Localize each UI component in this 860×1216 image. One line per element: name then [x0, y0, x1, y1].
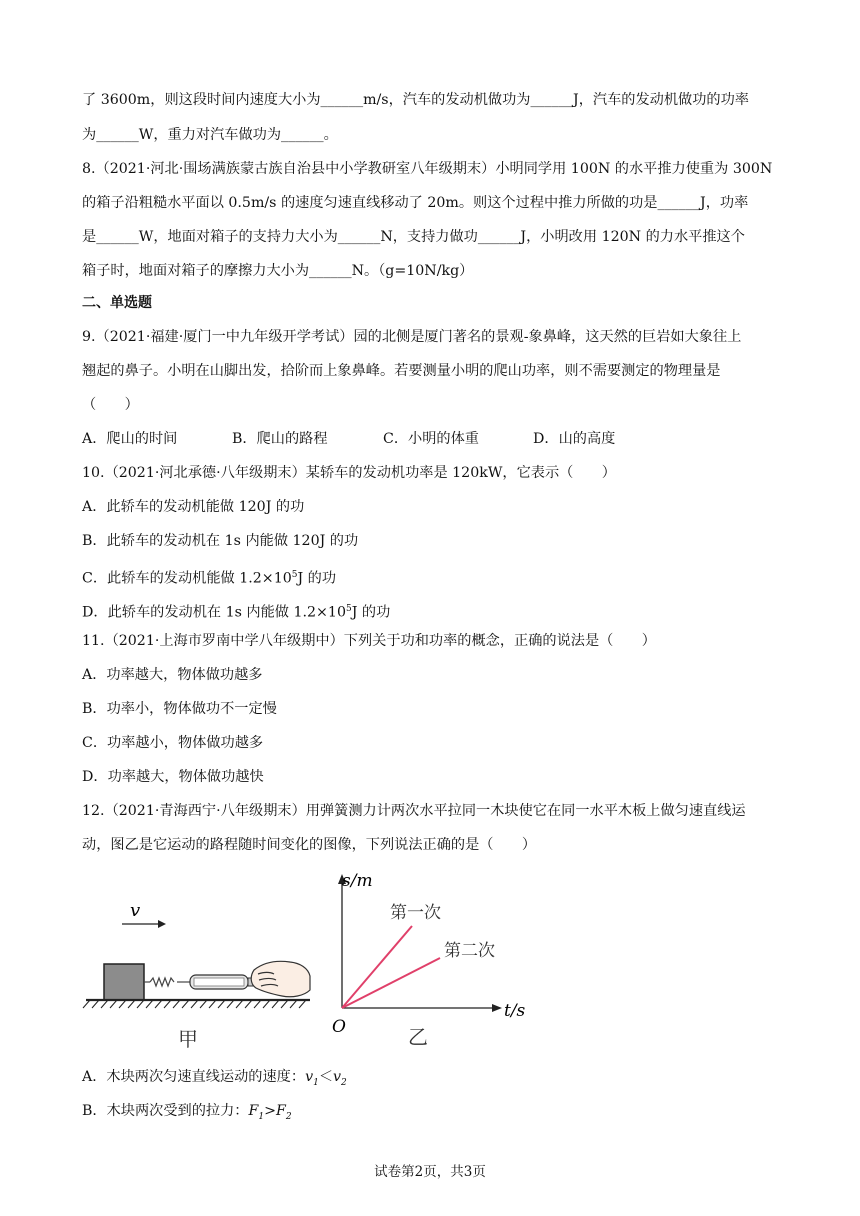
ground-hatch-mark: [218, 1000, 225, 1008]
ground-hatch-mark: [101, 1000, 108, 1008]
q10-option-c-exponent: 5: [291, 570, 298, 580]
ground-hatch-mark: [245, 1000, 252, 1008]
ground-hatch-mark: [137, 1000, 144, 1008]
q11-option-c: C．功率越小，物体做功越多: [82, 735, 264, 751]
y-axis-label: s/m: [342, 871, 373, 891]
ground-hatch-mark: [110, 1000, 117, 1008]
x-axis: [342, 1004, 502, 1012]
section-heading: 二、单选题: [82, 295, 152, 311]
q9-line-2: 翘起的鼻子。小明在山脚出发，拾阶而上象鼻峰。若要测量小明的爬山功率，则不需要测定的物理量是: [82, 363, 721, 379]
ground-hatch-mark: [164, 1000, 171, 1008]
ground-hatch-mark: [227, 1000, 234, 1008]
v2-symbol: v: [333, 1069, 342, 1085]
q9-option-d: D．山的高度: [533, 431, 616, 447]
q12-line-1: 12.（2021·青海西宁·八年级期末）用弹簧测力计两次水平拉同一木块使它在同一水平木板上做匀速直线运: [82, 803, 746, 819]
y-axis: [338, 874, 346, 1008]
q7-line-2: 为______W，重力对汽车做功为______。: [82, 127, 338, 143]
v1-subscript: 1: [313, 1077, 319, 1088]
q9-option-b: B．爬山的路程: [232, 431, 328, 447]
ground-hatch-mark: [254, 1000, 261, 1008]
ground-hatch-mark: [173, 1000, 180, 1008]
spring-scale: [190, 975, 256, 989]
q10-option-d-text: D．此轿车的发动机在 1s 内能做 1.2×10: [82, 604, 346, 621]
q7-line-1: 了 3600m，则这段时间内速度大小为______m/s，汽车的发动机做功为______J，汽车的发动机做功的功率: [82, 92, 749, 108]
ground-hatch-mark: [191, 1000, 198, 1008]
ground-hatch-mark: [281, 1000, 288, 1008]
line-second-label: 第二次: [444, 941, 495, 961]
f2-symbol: F: [275, 1103, 286, 1119]
caption-jia: 甲: [178, 1027, 198, 1051]
ground-hatch-mark: [83, 1000, 90, 1008]
q9-line-3: （ ）: [82, 397, 139, 413]
figure-yi: [332, 871, 526, 1049]
line-second: [342, 958, 440, 1008]
ground-hatch-mark: [236, 1000, 243, 1008]
ground-hatch-mark: [146, 1000, 153, 1008]
q10-option-d-exponent: 5: [345, 604, 352, 614]
q11-option-a: A．功率越大，物体做功越多: [82, 667, 263, 683]
q9-option-a: A．爬山的时间: [82, 431, 178, 447]
q11-option-b: B．功率小，物体做功不一定慢: [82, 701, 277, 717]
q10-option-c-unit: J 的功: [297, 570, 337, 587]
q12-option-b-relation: >: [264, 1103, 276, 1119]
ground-hatch-mark: [155, 1000, 162, 1008]
q12-figure: [78, 866, 538, 1056]
q12-option-a-text: A．木块两次匀速直线运动的速度：: [82, 1069, 306, 1085]
hand-icon: [251, 961, 310, 996]
wood-block: [104, 964, 144, 1000]
line-first: [342, 926, 412, 1008]
ground-hatch-mark: [290, 1000, 297, 1008]
f1-symbol: F: [248, 1103, 259, 1119]
ground-hatch-mark: [182, 1000, 189, 1008]
page-footer: 试卷第2页，共3页: [374, 1164, 486, 1180]
q10-stem: 10.（2021·河北承德·八年级期末）某轿车的发动机功率是 120kW，它表示（ ）: [82, 465, 616, 481]
q10-option-d: [82, 600, 390, 622]
line-first-label: 第一次: [390, 903, 441, 923]
q12-line-2: 动，图乙是它运动的路程随时间变化的图像，下列说法正确的是（ ）: [82, 837, 537, 853]
ground-hatch-mark: [92, 1000, 99, 1008]
q9-option-c: C．小明的体重: [383, 431, 479, 447]
x-axis-label: t/s: [504, 1001, 526, 1021]
velocity-label: v: [130, 900, 141, 921]
q12-option-a-relation: ＜: [318, 1069, 334, 1085]
q8-line-1: 8.（2021·河北·围场满族蒙古族自治县中小学教研室八年级期末）小明同学用 100N 的水平推力使重为 300N: [82, 161, 773, 177]
q10-option-c-text: C．此轿车的发动机能做 1.2×10: [82, 570, 292, 587]
f2-subscript: 2: [285, 1111, 292, 1122]
q10-option-c: [82, 566, 336, 588]
ground-hatch-mark: [200, 1000, 207, 1008]
ground-hatch-mark: [299, 1000, 306, 1008]
spring-hook: [144, 978, 190, 986]
q8-line-4: 箱子时，地面对箱子的摩擦力大小为______N。（g=10N/kg）: [82, 263, 474, 279]
v2-subscript: 2: [341, 1077, 347, 1088]
ground-hatch-mark: [272, 1000, 279, 1008]
ground-surface: [83, 1000, 310, 1008]
ground-hatch-mark: [119, 1000, 126, 1008]
q10-option-d-unit: J 的功: [351, 604, 391, 621]
f1-subscript: 1: [258, 1111, 265, 1122]
ground-hatch-mark: [209, 1000, 216, 1008]
q10-option-b: B．此轿车的发动机在 1s 内能做 120J 的功: [82, 533, 359, 549]
caption-yi: 乙: [408, 1025, 428, 1049]
q12-option-a: [82, 1068, 347, 1092]
q12-option-b-text: B．木块两次受到的拉力：: [82, 1103, 249, 1119]
q10-option-a: A．此轿车的发动机能做 120J 的功: [82, 499, 305, 515]
ground-hatch-mark: [128, 1000, 135, 1008]
q8-line-3: 是______W，地面对箱子的支持力大小为______N，支持力做功______J，小明改用 120N 的力水平推这个: [82, 229, 745, 245]
q11-stem: 11.（2021·上海市罗南中学八年级期中）下列关于功和功率的概念，正确的说法是（ ）: [82, 633, 656, 649]
q11-option-d: D．功率越大，物体做功越快: [82, 769, 264, 785]
v1-symbol: v: [305, 1069, 314, 1085]
ground-hatch-mark: [263, 1000, 270, 1008]
q8-line-2: 的箱子沿粗糙水平面以 0.5m/s 的速度匀速直线移动了 20m。则这个过程中推力所做的功是______J，功率: [82, 195, 749, 211]
q12-option-b: [82, 1102, 292, 1126]
velocity-arrow: [122, 920, 166, 928]
figure-jia: [83, 900, 310, 1051]
origin-label: O: [332, 1017, 346, 1037]
q9-line-1: 9.（2021·福建·厦门一中九年级开学考试）园的北侧是厦门著名的景观-象鼻峰，这天然的巨岩如大象往上: [82, 329, 742, 345]
